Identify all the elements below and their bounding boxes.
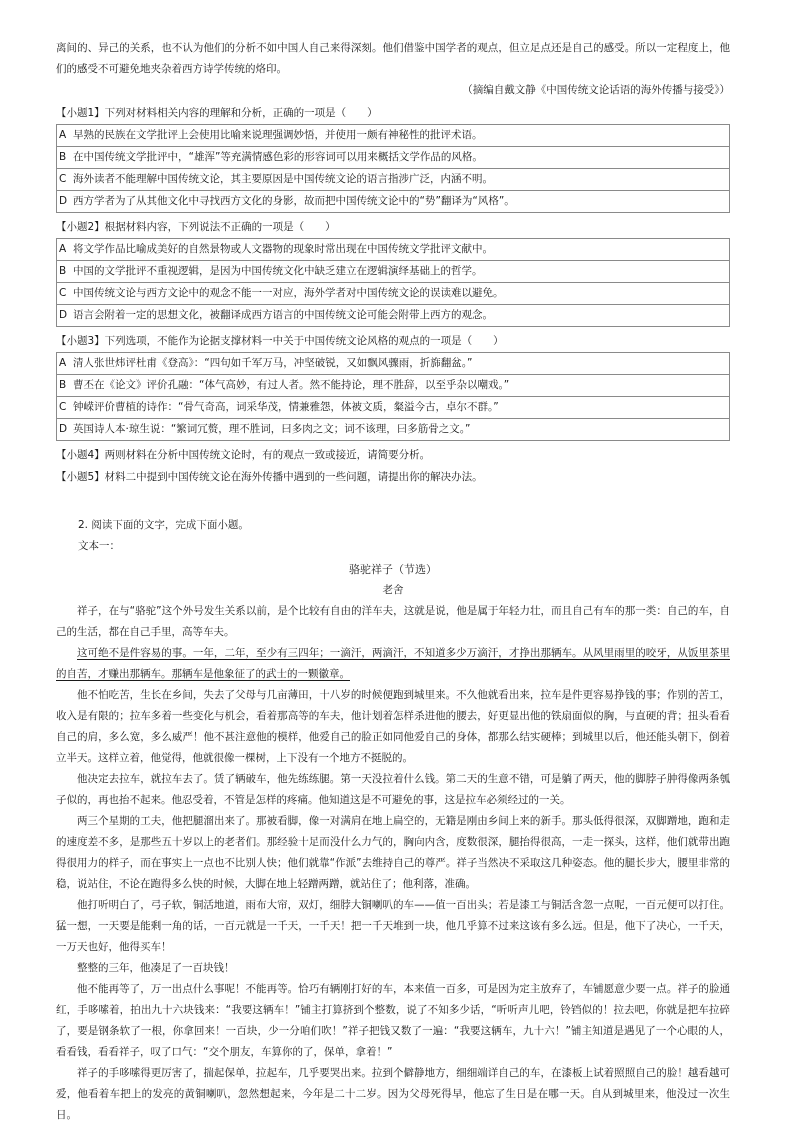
question-3-option-a[interactable] <box>57 353 729 375</box>
option-text: 在中国传统文学批评中，“雄浑”等充满情感色彩的形容词可以用来概括文学作品的风格。 <box>73 151 483 163</box>
option-text: 西方学者为了从其他文化中寻找西方文化的身影，故而把中国传统文论中的“势”翻译为“风格”。 <box>73 195 515 207</box>
section-2-heading: 2. 阅读下面的文字，完成下面小题。 <box>78 519 249 531</box>
question-1-option-b[interactable] <box>57 147 729 169</box>
passage-paragraph-8: 他不能再等了，万一出点什么事呢！不能再等。恰巧有辆刚打好的车，本来值一百多，可是因为定主放弃了，车铺愿意少要一点。祥子的脸通红，手哆嗦着，拍出九十六块钱来：“我要这辆车！”铺主打算挤到个整数，说了不知多少话，“听听声儿吧，铃铛似的！拉去吧，你就是把车拉碎了，要是钢条软了一根，你拿回来！一百块，少一分咱们吹！”祥子把钱又数了一遍：“我要这辆车，九十六！”铺主知道是遇见了一个心眼的人，看看钱，看看祥子，叹了口气：“交个朋友，车算你的了，保单，拿着！” <box>56 983 730 1058</box>
question-1-stem: 【小题1】下列对材料相关内容的理解和分析，正确的一项是（ ） <box>56 107 378 119</box>
option-text: 语言会附着一定的思想文化，被翻译成西方语言的中国传统文论可能会附带上西方的观念。 <box>73 309 493 321</box>
option-label: B <box>59 265 67 277</box>
passage-paragraph-7: 整整的三年，他凑足了一百块钱！ <box>77 962 235 974</box>
passage-paragraph-3: 他不怕吃苦，生长在乡间，失去了父母与几亩薄田，十八岁的时候便跑到城里来。不久他就看出来，拉车是件更容易挣钱的事；作别的苦工，收入是有限的；拉车多着一些变化与机会，看着那高等的车夫，他计划着怎样杀进他的腰去，好更显出他的铁扇面似的胸，与直硬的背；扭头看看自己的肩，多么宽，多么威严！他不甚注意他的模样，他爱自己的脸正如同他爱自己的身体，都那么结实硬棒；到城里以后，他还能头朝下，倒着立半天。这样立着，他觉得，他就很像一棵树，上下没有一个地方不挺脱的。 <box>56 689 730 764</box>
question-1-option-d[interactable] <box>57 191 729 212</box>
text-one-label: 文本一： <box>78 540 120 552</box>
question-5-stem: 【小题5】材料二中提到中国传统文论在海外传播中遇到的一些问题，请提出你的解决办法。 <box>56 471 483 483</box>
option-text: 英国诗人本·琼生说：“繁词冗赘，理不胜词，曰多肉之文；词不该理，曰多筋骨之文。” <box>73 423 471 435</box>
option-text: 钟嵘评价曹植的诗作：“骨气奇高，词采华茂，情兼雅怨，体被文质，粲溢今古，卓尔不群。” <box>73 401 499 413</box>
question-3-stem: 【小题3】下列选项，不能作为论据支撑材料一中关于中国传统文论风格的观点的一项是（ ） <box>56 335 504 347</box>
question-1-options <box>56 124 730 213</box>
question-2-option-c[interactable] <box>57 283 729 305</box>
option-label: B <box>59 151 67 163</box>
option-label: D <box>59 423 68 435</box>
question-1-option-a[interactable] <box>57 125 729 147</box>
question-3-option-d[interactable] <box>57 419 729 440</box>
option-text: 海外读者不能理解中国传统文论，其主要原因是中国传统文论的语言指涉广泛，内涵不明。 <box>73 173 493 185</box>
question-3-option-b[interactable] <box>57 375 729 397</box>
question-2-options <box>56 238 730 327</box>
passage-paragraph-1: 祥子，在与“骆驼”这个外号发生关系以前，是个比较有自由的洋车夫，这就是说，他是属于年轻力壮，而且自己有车的那一类：自己的车，自己的生活，都在自己手里，高等车夫。 <box>56 605 730 638</box>
question-2-option-d[interactable] <box>57 305 729 326</box>
option-text: 中国传统文论与西方文论中的观念不能一一对应，海外学者对中国传统文论的误读难以避免。 <box>73 287 504 299</box>
question-3-option-c[interactable] <box>57 397 729 419</box>
option-text: 将文学作品比喻成美好的自然景物或人文器物的现象时常出现在中国传统文学批评文献中。 <box>73 243 493 255</box>
option-label: D <box>59 195 68 207</box>
question-2-option-b[interactable] <box>57 261 729 283</box>
top-paragraph: 离间的、异己的关系，也不认为他们的分析不如中国人自己来得深刻。他们借鉴中国学者的观点，但立足点还是自己的感受。所以一定程度上，他们的感受不可避免地夹杂着西方诗学传统的烙印。 <box>56 42 730 75</box>
option-label: C <box>59 173 67 185</box>
option-text: 早熟的民族在文学批评上会使用比喻来说理强调妙悟，并使用一颇有神秘性的批评术语。 <box>73 129 483 141</box>
option-label: A <box>59 243 67 255</box>
option-text: 清人张世炜评杜甫《登高》：“四句如千军万马，冲坚破锐，又如飘风骤雨，折旆翻盆。” <box>73 357 473 369</box>
option-label: A <box>59 357 67 369</box>
underlined-sentence: 这可绝不是件容易的事。一年，二年，至少有三四年；一滴汗，两滴汗，不知道多少万滴汗，才挣出那辆车。从风里雨里的咬牙，从饭里茶里的自苦，才赚出那辆车。那辆车是他象征了的武士的一颗徽章。 <box>56 647 730 680</box>
option-label: D <box>59 309 68 321</box>
passage-paragraph-2 <box>56 643 730 685</box>
section-gap <box>56 487 730 515</box>
passage-paragraph-6: 他打听明白了，弓子软，铜活地道，雨布大帘，双灯，细脖大铜喇叭的车——值一百出头；若是漆工与铜活含忽一点呢，一百元便可以打住。猛一想，一天要是能剩一角的话，一百元就是一千天，一千天！把一千天堆到一块，他几乎算不过来这该有多么远。但是，他下了决心，一千天，一万天也好，他得买车！ <box>56 899 730 953</box>
question-4-stem: 【小题4】两则材料在分析中国传统文论时，有的观点一致或接近，请简要分析。 <box>56 449 431 461</box>
passage-paragraph-9: 祥子的手哆嗦得更厉害了，揣起保单，拉起车，几乎要哭出来。拉到个僻静地方，细细端详自己的车，在漆板上试着照照自己的脸！越看越可爱，他看着车把上的发亮的黄铜喇叭，忽然想起来，今年是二十二岁。因为父母死得早，他忘了生日是在哪一天。自从到城里来，他没过一次生日。 <box>56 1067 730 1121</box>
option-text: 曹丕在《论文》评价孔融：“体气高妙，有过人者。然不能持论，理不胜辞，以至乎杂以嘲戏。” <box>73 379 510 391</box>
option-label: C <box>59 287 67 299</box>
question-1-option-c[interactable] <box>57 169 729 191</box>
question-2-stem: 【小题2】根据材料内容，下列说法不正确的一项是（ ） <box>56 221 336 233</box>
passage-paragraph-5: 两三个星期的工夫，他把腿溜出来了。那被看脚，像一对满肩在地上扁空的，无籍是刚由乡间上来的新手。那头低得很深，双脚蹭地，跑和走的速度差不多，是那些五十岁以上的老者们。那经验十足而没什么力气的，胸向内含，度数很深，腿抬得很高，一走一探头，这样，他们就带出跑得很用力的样子，而在事实上一点也不比别人快；他们就靠“作派”去维持自己的尊严。祥子当然决不采取这几种姿态。他的腿长步大，腰里非常的稳，说站住，不论在跑得多么快的时候，大脚在地上轻蹭两蹭，就站住了；他利落，准确。 <box>56 815 730 890</box>
option-label: B <box>59 379 67 391</box>
option-label: C <box>59 401 67 413</box>
option-label: A <box>59 129 67 141</box>
passage-title: 骆驼祥子（节选） <box>349 563 437 576</box>
question-2-option-a[interactable] <box>57 239 729 261</box>
passage-paragraph-4: 他决定去拉车，就拉车去了。赁了辆破车，他先练练腿。第一天没拉着什么钱。第二天的生意不错，可是躺了两天，他的脚脖子肿得像两条瓠子似的，再也抬不起来。他忍受着，不管是怎样的疼痛。他知道这是不可避免的事，这是拉车必须经过的一关。 <box>56 773 730 806</box>
source-citation: （摘编自戴文静《中国传统文论话语的海外传播与接受》） <box>462 84 730 96</box>
passage-author: 老舍 <box>382 584 404 596</box>
option-text: 中国的文学批评不重视逻辑，是因为中国传统文化中缺乏建立在逻辑演绎基础上的哲学。 <box>73 265 483 277</box>
question-3-options <box>56 352 730 441</box>
